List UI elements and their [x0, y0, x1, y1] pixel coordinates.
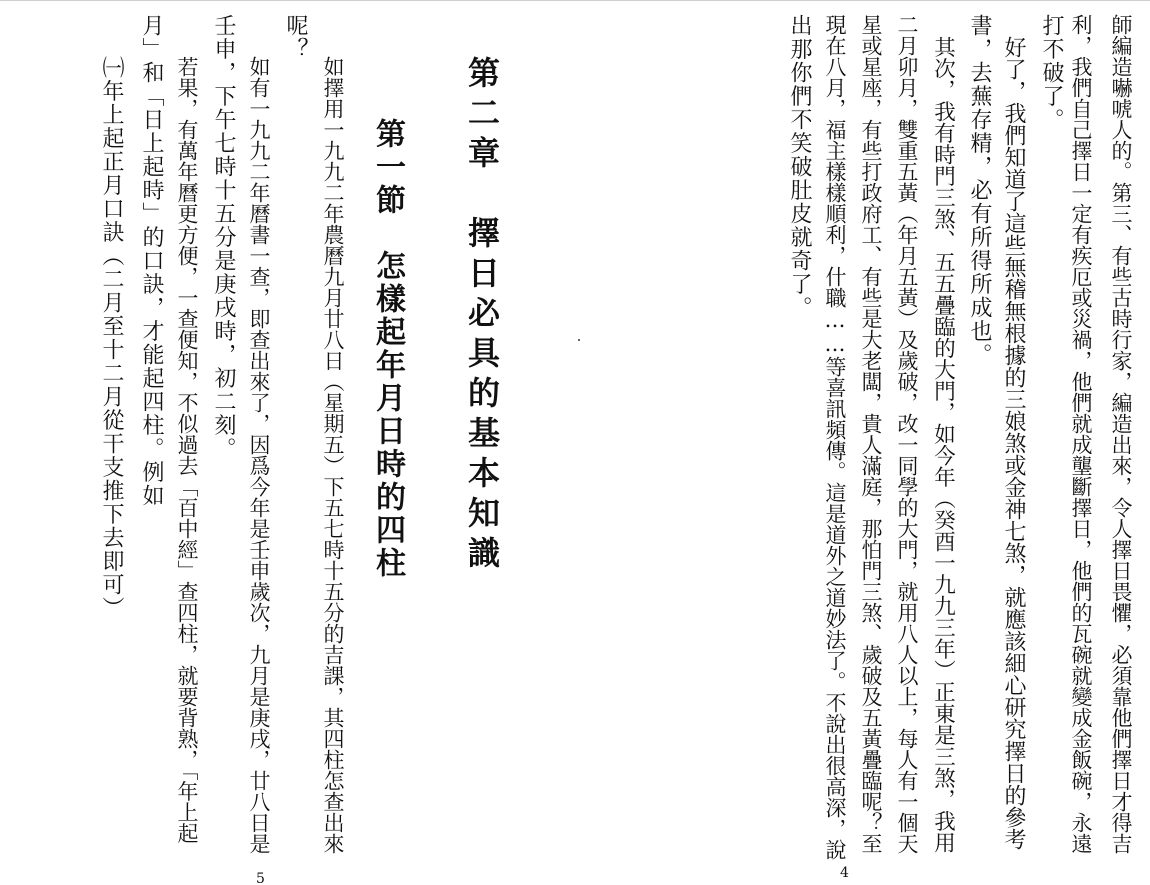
- body-line: 出那你們不笑破肚皮就奇了。: [787, 14, 812, 320]
- body-line: 星或星座，有些打政府工、有些是大老闆，貴人滿庭，那怕門三煞、歲破及五黃疊臨呢？至: [859, 14, 883, 854]
- body-line: 師編造嚇唬人的。第三、有些古時行家，編造出來，令人擇日畏懼，必須靠他們擇日才得吉: [1109, 14, 1133, 854]
- body-line: 呢？: [283, 14, 308, 61]
- body-line: 如擇用一九九二年農曆九月廿八日（星期五）下五七時十五分的吉課，其四柱怎查出來: [321, 56, 345, 854]
- body-line: 二月卯月，雙重五黃（年月五黃）及歲破，改一同學的大門，就用八人以上，每人有一個天: [895, 14, 919, 854]
- body-line: 壬申，下午七時十五分是庚戌時，初二刻。: [211, 14, 236, 461]
- body-line: 若果，有萬年曆更方便，一查便知，不似過去「百中經」查四柱，就要背熟，「年上起: [175, 56, 199, 844]
- body-line: 書，去蕪存精，必有所得所成也。: [967, 14, 992, 367]
- body-line: 利，我們自己擇日一定有疾厄或災禍，他們就成壟斷擇日，他們的瓦碗就變成金飯碗，永遠: [1069, 14, 1093, 854]
- section-title: 第一節 怎樣起年月日時的四柱: [370, 118, 405, 580]
- page-number: 5: [256, 871, 265, 885]
- body-line: 月」和「日上起時」的口訣，才能起四柱。例如: [139, 14, 164, 508]
- speck: [578, 339, 580, 341]
- page-number: 4: [840, 865, 849, 881]
- body-line: ㈠年上起正月口訣（二月至十二月從干支推下去即可）: [99, 56, 124, 620]
- body-line: 好了，我們知道了這些無稽無根據的三娘煞或金神七煞，就應該細心研究擇日的參考: [1001, 36, 1026, 850]
- body-line: 現在八月，福主樣樣順利，什職……等喜訊頻傳。這是道外之道妙法了。不說出很高深，說: [823, 14, 847, 860]
- body-line: 其次，我有時門三煞、五五疊臨的大門，如今年（癸酉一九九三年）正東是三煞，我用: [930, 36, 956, 853]
- body-line: 打不破了。: [1039, 14, 1064, 132]
- body-line: 如有一九九二年曆書一查，即查出來了，因爲今年是壬申歲次，九月是庚戌，廿八日是: [247, 56, 271, 854]
- top-border: [0, 0, 1150, 1]
- chapter-title: 第二章 擇日必具的基本知識: [463, 56, 501, 576]
